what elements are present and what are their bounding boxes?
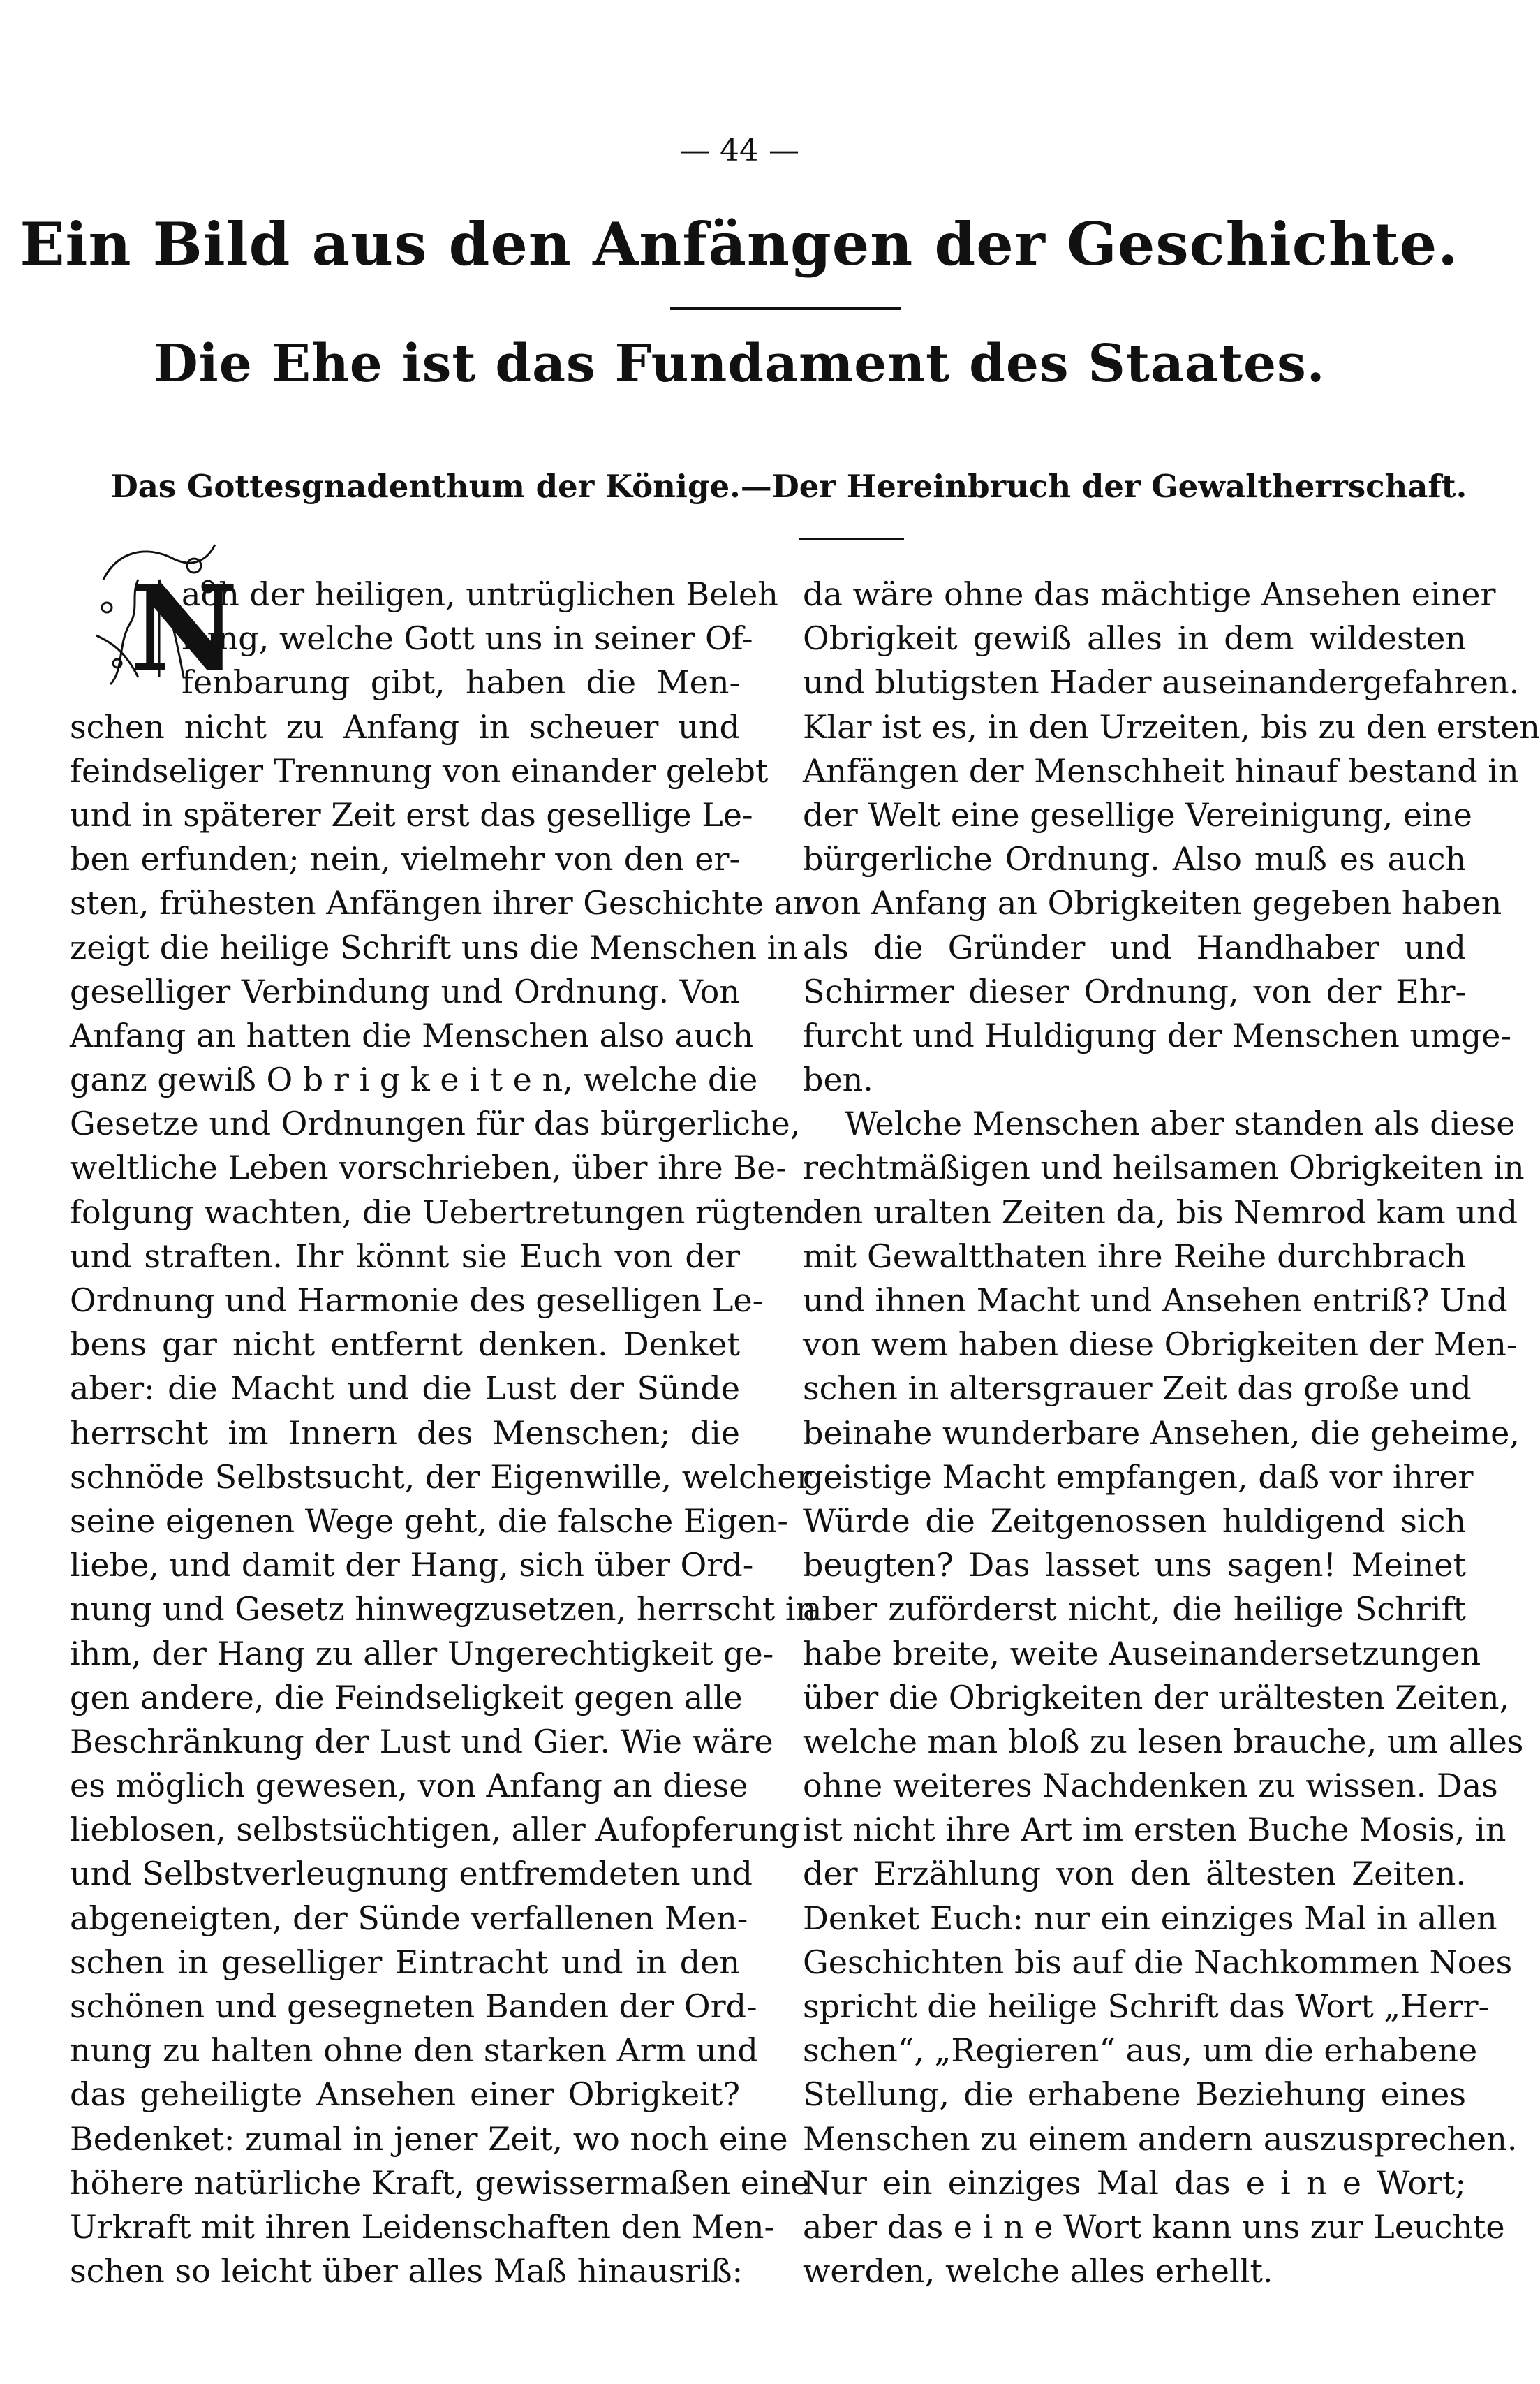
- text-line: höhere natürliche Kraft, gewissermaßen eine: [70, 2163, 810, 2202]
- text-line: nung und Gesetz hinwegzusetzen, herrscht in: [70, 1590, 817, 1628]
- text-line: rung, welche Gott uns in seiner Of-: [182, 619, 753, 658]
- text-line: Urkraft mit ihren Leidenschaften den Men-: [70, 2207, 776, 2246]
- text-line: der Welt eine gesellige Vereinigung, eine: [803, 795, 1472, 834]
- text-line: Bedenket: zumal in jener Zeit, wo noch eine: [70, 2119, 788, 2158]
- text-line: geselliger Verbindung und Ordnung. Von: [70, 972, 740, 1010]
- text-line: ben erfunden; nein, vielmehr von den er-: [70, 840, 740, 878]
- text-line: Schirmer dieser Ordnung, von der Ehr-: [803, 972, 1466, 1010]
- text-line: Menschen zu einem andern auszusprechen.: [803, 2119, 1518, 2158]
- text-line: Obrigkeit gewiß alles in dem wildesten: [803, 619, 1466, 658]
- text-line: lieblosen, selbstsüchtigen, aller Aufopferung: [70, 1811, 800, 1849]
- text-line: aber das e i n e Wort kann uns zur Leuchte: [803, 2207, 1505, 2246]
- text-line: Beschränkung der Lust und Gier. Wie wäre: [70, 1722, 773, 1760]
- text-line: ach der heiligen, untrüglichen Beleh: [182, 575, 778, 613]
- text-line: furcht und Huldigung der Menschen umge-: [803, 1016, 1511, 1054]
- text-line: das geheiligte Ansehen einer Obrigkeit?: [70, 2075, 740, 2114]
- text-line: Klar ist es, in den Urzeiten, bis zu den ersten: [803, 707, 1540, 746]
- drop-initial: N: [130, 559, 239, 699]
- text-line: schen in altersgrauer Zeit das große und: [803, 1369, 1472, 1408]
- text-line: zeigt die heilige Schrift uns die Menschen in: [70, 928, 798, 966]
- text-line: der Erzählung von den ältesten Zeiten.: [803, 1855, 1466, 1893]
- text-line: und ihnen Macht und Ansehen entriß? Und: [803, 1281, 1508, 1319]
- text-line: ohne weiteres Nachdenken zu wissen. Das: [803, 1767, 1498, 1805]
- text-line: Stellung, die erhabene Beziehung eines: [803, 2075, 1466, 2114]
- text-line: ist nicht ihre Art im ersten Buche Mosis, in: [803, 1811, 1506, 1849]
- text-line: bürgerliche Ordnung. Also muß es auch: [803, 840, 1466, 878]
- text-line: Welche Menschen aber standen als diese: [845, 1105, 1516, 1143]
- text-line: Nur ein einziges Mal das e i n e Wort;: [803, 2163, 1466, 2202]
- text-line: seine eigenen Wege geht, die falsche Eigen-: [70, 1501, 788, 1540]
- text-line: beinahe wunderbare Ansehen, die geheime,: [803, 1413, 1520, 1452]
- text-line: schen“, „Regieren“ aus, um die erhabene: [803, 2031, 1478, 2070]
- text-line: und in späterer Zeit erst das gesellige Le-: [70, 795, 753, 834]
- text-line: ben.: [803, 1061, 873, 1099]
- text-line: ganz gewiß O b r i g k e i t e n, welche die: [70, 1061, 758, 1099]
- subtitle: Die Ehe ist das Fundament des Staates.: [153, 334, 1326, 394]
- text-line: und Selbstverleugnung entfremdeten und: [70, 1855, 753, 1893]
- text-line: und blutigsten Hader auseinandergefahren.: [803, 663, 1520, 702]
- title-rule: [670, 307, 901, 310]
- text-line: als die Gründer und Handhaber und: [803, 928, 1466, 966]
- text-line: habe breite, weite Auseinandersetzungen: [803, 1634, 1481, 1672]
- main-title: Ein Bild aus den Anfängen der Geschichte.: [20, 209, 1459, 279]
- text-line: Denket Euch: nur ein einziges Mal in allen: [803, 1899, 1497, 1937]
- page-number: — 44 —: [679, 133, 799, 168]
- text-line: den uralten Zeiten da, bis Nemrod kam und: [803, 1193, 1518, 1231]
- text-line: schen in geselliger Eintracht und in den: [70, 1943, 740, 1981]
- text-line: herrscht im Innern des Menschen; die: [70, 1413, 740, 1452]
- text-line: spricht die heilige Schrift das Wort „Herr-: [803, 1987, 1490, 2025]
- text-line: Geschichten bis auf die Nachkommen Noes: [803, 1943, 1513, 1981]
- text-line: schen so leicht über alles Maß hinausriß:: [70, 2252, 743, 2290]
- text-line: bens gar nicht entfernt denken. Denket: [70, 1325, 740, 1364]
- text-line: von wem haben diese Obrigkeiten der Men-: [803, 1325, 1518, 1364]
- text-line: ihm, der Hang zu aller Ungerechtigkeit ge-: [70, 1634, 774, 1672]
- text-line: schen nicht zu Anfang in scheuer und: [70, 707, 740, 746]
- text-line: mit Gewaltthaten ihre Reihe durchbrach: [803, 1237, 1466, 1275]
- text-line: geistige Macht empfangen, daß vor ihrer: [803, 1457, 1474, 1496]
- text-line: welche man bloß zu lesen brauche, um alles: [803, 1722, 1524, 1760]
- text-line: werden, welche alles erhellt.: [803, 2252, 1273, 2290]
- section-heading: Das Gottesgnadenthum der Könige.—Der Hereinbruch der Gewaltherrschaft.: [110, 468, 1467, 505]
- text-line: weltliche Leben vorschrieben, über ihre Be-: [70, 1149, 787, 1187]
- text-line: abgeneigten, der Sünde verfallenen Men-: [70, 1899, 748, 1937]
- text-line: es möglich gewesen, von Anfang an diese: [70, 1767, 748, 1805]
- section-rule: [799, 538, 904, 540]
- text-line: gen andere, die Feindseligkeit gegen alle: [70, 1678, 743, 1716]
- text-line: über die Obrigkeiten der urältesten Zeiten,: [803, 1678, 1510, 1716]
- text-line: und straften. Ihr könnt sie Euch von der: [70, 1237, 740, 1275]
- text-line: schnöde Selbstsucht, der Eigenwille, welcher: [70, 1457, 812, 1496]
- text-line: schönen und gesegneten Banden der Ord-: [70, 1987, 757, 2025]
- text-line: Würde die Zeitgenossen huldigend sich: [803, 1501, 1466, 1540]
- text-line: da wäre ohne das mächtige Ansehen einer: [803, 575, 1496, 613]
- text-line: folgung wachten, die Uebertretungen rügten: [70, 1193, 805, 1231]
- left-column: [70, 573, 817, 2293]
- text-line: feindseliger Trennung von einander gelebt: [70, 751, 769, 790]
- right-column: [803, 573, 1540, 2293]
- text-line: Anfang an hatten die Menschen also auch: [70, 1016, 754, 1054]
- text-line: rechtmäßigen und heilsamen Obrigkeiten in: [803, 1149, 1525, 1187]
- text-line: Anfängen der Menschheit hinauf bestand in: [803, 751, 1519, 790]
- text-line: beugten? Das lasset uns sagen! Meinet: [803, 1546, 1466, 1584]
- text-line: fenbarung gibt, haben die Men-: [182, 663, 740, 702]
- text-line: sten, frühesten Anfängen ihrer Geschichte an: [70, 884, 814, 922]
- text-line: liebe, und damit der Hang, sich über Ord-: [70, 1546, 754, 1584]
- text-line: Ordnung und Harmonie des geselligen Le-: [70, 1281, 764, 1319]
- text-line: Gesetze und Ordnungen für das bürgerliche,: [70, 1105, 801, 1143]
- text-line: aber: die Macht und die Lust der Sünde: [70, 1369, 740, 1408]
- text-line: nung zu halten ohne den starken Arm und: [70, 2031, 758, 2070]
- text-line: aber zuförderst nicht, die heilige Schrift: [803, 1590, 1466, 1628]
- text-line: von Anfang an Obrigkeiten gegeben haben: [803, 884, 1502, 922]
